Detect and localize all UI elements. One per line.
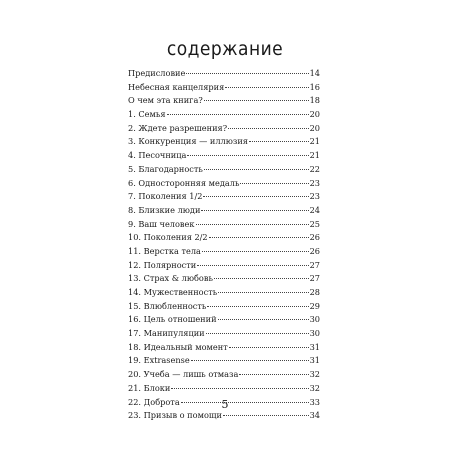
toc-entry [128, 327, 320, 341]
toc-entry-label: 3. Конкуренция — иллюзия [128, 136, 248, 147]
toc-dot-leader [204, 169, 309, 170]
toc-dot-leader [202, 251, 309, 252]
toc-entry-label: 13. Страх & любовь [128, 273, 213, 284]
toc-entry [128, 300, 320, 314]
toc-entry [128, 368, 320, 382]
toc-title: содержание [166, 38, 284, 60]
toc-entry-page: 31 [309, 355, 320, 366]
toc-dot-leader [249, 141, 309, 142]
toc-entry-label: 17. Манипуляции [128, 328, 205, 339]
toc-entry-label: 23. Призыв о помощи [128, 410, 222, 421]
toc-dot-leader [214, 278, 309, 279]
toc-dot-leader [197, 265, 308, 266]
toc-dot-leader [223, 415, 309, 416]
toc-dot-leader [167, 114, 309, 115]
toc-list [128, 67, 320, 423]
page-number: 5 [221, 398, 229, 411]
toc-entry-page: 20 [309, 109, 320, 120]
toc-entry-page: 33 [309, 396, 320, 407]
toc-entry-label: Небесная канцелярия [128, 81, 225, 92]
toc-entry-label: 7. Поколения 1/2 [128, 191, 203, 202]
toc-entry-label: О чем эта книга? [128, 95, 203, 106]
toc-entry [128, 341, 320, 355]
toc-entry [128, 272, 320, 286]
toc-entry-label: 14. Мужественность [128, 287, 218, 297]
toc-dot-leader [228, 128, 309, 129]
toc-entry [128, 135, 320, 149]
toc-entry-page: 29 [309, 300, 320, 311]
toc-dot-leader [186, 73, 308, 74]
toc-entry-page: 31 [309, 341, 320, 352]
toc-entry-label: 9. Ваш человек [128, 218, 195, 229]
toc-entry-label: 10. Поколения 2/2 [128, 232, 208, 243]
toc-entry [128, 81, 320, 95]
toc-entry [128, 190, 320, 204]
toc-dot-leader [218, 319, 309, 320]
toc-dot-leader [204, 100, 309, 101]
toc-dot-leader [171, 388, 308, 389]
toc-entry-label: 20. Учеба — лишь отмаза [128, 369, 239, 380]
toc-entry [128, 231, 320, 245]
toc-entry [128, 354, 320, 368]
toc-entry-label: 21. Блоки [128, 382, 171, 393]
toc-entry-page: 25 [309, 218, 320, 229]
toc-entry-page: 18 [309, 95, 320, 106]
toc-entry-page: 23 [309, 177, 320, 188]
toc-dot-leader [187, 155, 308, 156]
toc-entry [128, 94, 320, 108]
toc-entry-page: 21 [309, 136, 320, 147]
toc-entry [128, 382, 320, 396]
toc-entry-page: 14 [309, 68, 320, 78]
toc-entry [128, 286, 320, 300]
toc-entry [128, 204, 320, 218]
toc-entry-page: 21 [309, 150, 320, 161]
toc-dot-leader [240, 183, 308, 184]
toc-dot-leader [191, 360, 309, 361]
toc-entry [128, 177, 320, 191]
toc-dot-leader [206, 333, 309, 334]
toc-dot-leader [203, 196, 308, 197]
toc-entry-page: 26 [309, 245, 320, 256]
toc-entry-page: 26 [309, 232, 320, 243]
toc-entry-label: 15. Влюбленность [128, 300, 207, 311]
toc-entry-page: 22 [309, 163, 320, 174]
toc-entry-label: 5. Благодарность [128, 163, 203, 174]
toc-entry [128, 163, 320, 177]
toc-entry [128, 67, 320, 81]
toc-entry-label: 19. Extrasense [128, 355, 190, 366]
toc-dot-leader [209, 237, 309, 238]
toc-entry-label: 18. Идеальный момент [128, 341, 228, 352]
toc-entry-page: 30 [309, 328, 320, 339]
toc-entry-label: 22. Доброта [128, 396, 180, 407]
toc-dot-leader [225, 87, 308, 88]
toc-entry-label: 11. Верстка тела [128, 245, 201, 256]
toc-entry-label: 6. Односторонняя медаль [128, 177, 240, 188]
toc-entry-label: 12. Полярности [128, 259, 197, 270]
toc-entry-label: 8. Близкие люди [128, 204, 201, 215]
toc-entry-page: 30 [309, 314, 320, 325]
toc-dot-leader [218, 292, 308, 293]
toc-entry-label: 4. Песочница [128, 150, 187, 161]
toc-entry-page: 27 [309, 259, 320, 270]
toc-dot-leader [207, 306, 308, 307]
toc-entry-page: 32 [309, 382, 320, 393]
toc-entry [128, 122, 320, 136]
toc-entry-label: 2. Ждете разрешения? [128, 122, 228, 133]
toc-dot-leader [229, 347, 309, 348]
toc-entry [128, 245, 320, 259]
toc-dot-leader [201, 210, 308, 211]
toc-entry [128, 259, 320, 273]
toc-entry-label: 1. Семья [128, 109, 166, 120]
toc-entry-page: 20 [309, 122, 320, 133]
toc-entry-page: 16 [309, 81, 320, 92]
toc-entry-page: 34 [309, 410, 320, 421]
toc-entry-label: Предисловие [128, 68, 186, 78]
toc-entry [128, 108, 320, 122]
toc-entry [128, 218, 320, 232]
toc-entry-page: 23 [309, 191, 320, 202]
toc-entry-page: 28 [309, 287, 320, 297]
toc-entry-label: 16. Цель отношений [128, 314, 217, 325]
toc-dot-leader [196, 224, 309, 225]
toc-entry [128, 409, 320, 423]
toc-entry [128, 149, 320, 163]
toc-entry-page: 24 [309, 204, 320, 215]
toc-dot-leader [239, 374, 308, 375]
toc-entry [128, 313, 320, 327]
toc-entry-page: 32 [309, 369, 320, 380]
toc-entry-page: 27 [309, 273, 320, 284]
